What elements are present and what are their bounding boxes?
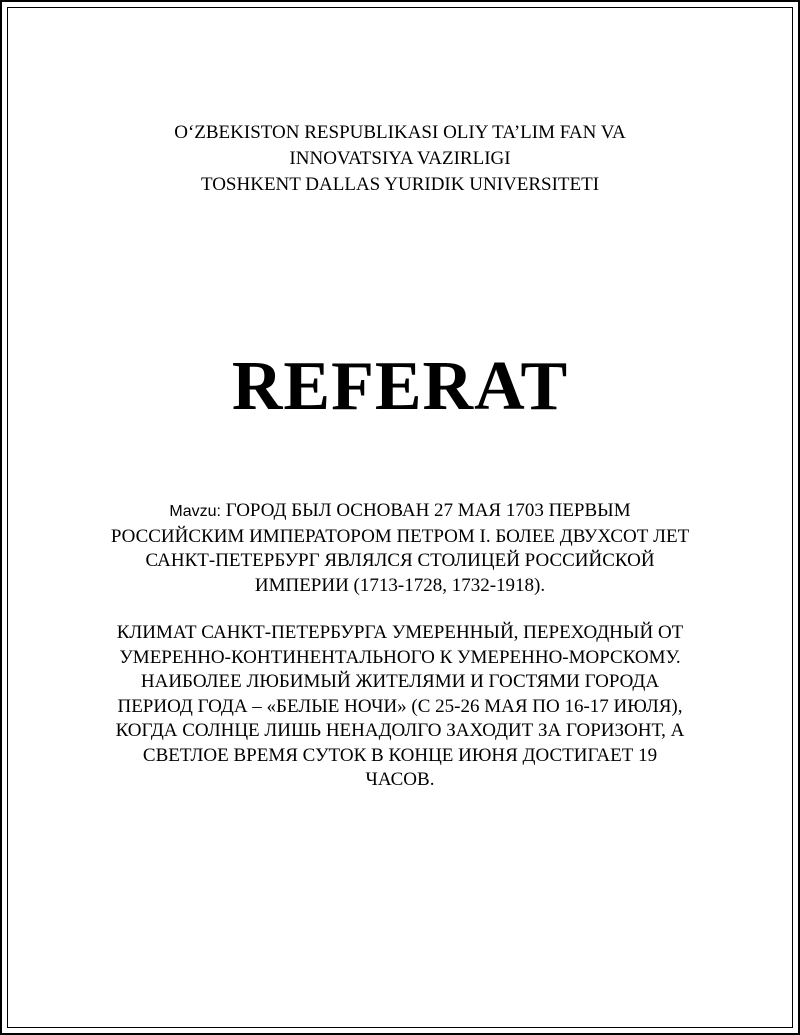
institution-header xyxy=(0,120,800,198)
climate-line: ЧАСОВ. xyxy=(365,769,435,790)
topic-line: САНКТ-ПЕТЕРБУРГ ЯВЛЯЛСЯ СТОЛИЦЕЙ РОССИЙСКОЙ xyxy=(145,550,655,571)
climate-line: ПЕРИОД ГОДА – «БЕЛЫЕ НОЧИ» (С 25-26 МАЯ ПО 16-17 ИЮЛЯ), xyxy=(117,695,683,717)
climate-paragraph xyxy=(80,621,720,793)
topic-line: ИМПЕРИИ (1713-1728, 1732-1918). xyxy=(254,574,546,596)
climate-line: КЛИМАТ САНКТ-ПЕТЕРБУРГА УМЕРЕННЫЙ, ПЕРЕХОДНЫЙ ОТ xyxy=(116,622,684,643)
topic-line: РОССИЙСКИМ ИМПЕРАТОРОМ ПЕТРОМ I. БОЛЕЕ ДВУХСОТ ЛЕТ xyxy=(110,525,690,547)
header-line-ministry-cont: INNOVATSIYA VAZIRLIGI xyxy=(289,148,511,169)
document-title: REFERAT xyxy=(231,348,569,425)
climate-line: НАИБОЛЕЕ ЛЮБИМЫЙ ЖИТЕЛЯМИ И ГОСТЯМИ ГОРОДА xyxy=(140,671,660,692)
climate-line: СВЕТЛОЕ ВРЕМЯ СУТОК В КОНЦЕ ИЮНЯ ДОСТИГАЕТ 19 xyxy=(142,744,658,766)
climate-line: УМЕРЕННО-КОНТИНЕНТАЛЬНОГО К УМЕРЕННО-МОРСКОМУ. xyxy=(119,646,681,668)
topic-line xyxy=(80,499,720,525)
header-line-university: TOSHKENT DALLAS YURIDIK UNIVERSITETI xyxy=(200,174,600,195)
topic-paragraph xyxy=(80,499,720,598)
topic-label: Mavzu: xyxy=(169,503,221,520)
header-line-ministry: O‘ZBEKISTON RESPUBLIKASI OLIY TA’LIM FAN VA xyxy=(174,122,626,143)
topic-line-text: ГОРОД БЫЛ ОСНОВАН 27 МАЯ 1703 ПЕРВЫМ xyxy=(225,500,631,521)
climate-line: КОГДА СОЛНЦЕ ЛИШЬ НЕНАДОЛГО ЗАХОДИТ ЗА ГОРИЗОНТ, А xyxy=(115,720,685,741)
